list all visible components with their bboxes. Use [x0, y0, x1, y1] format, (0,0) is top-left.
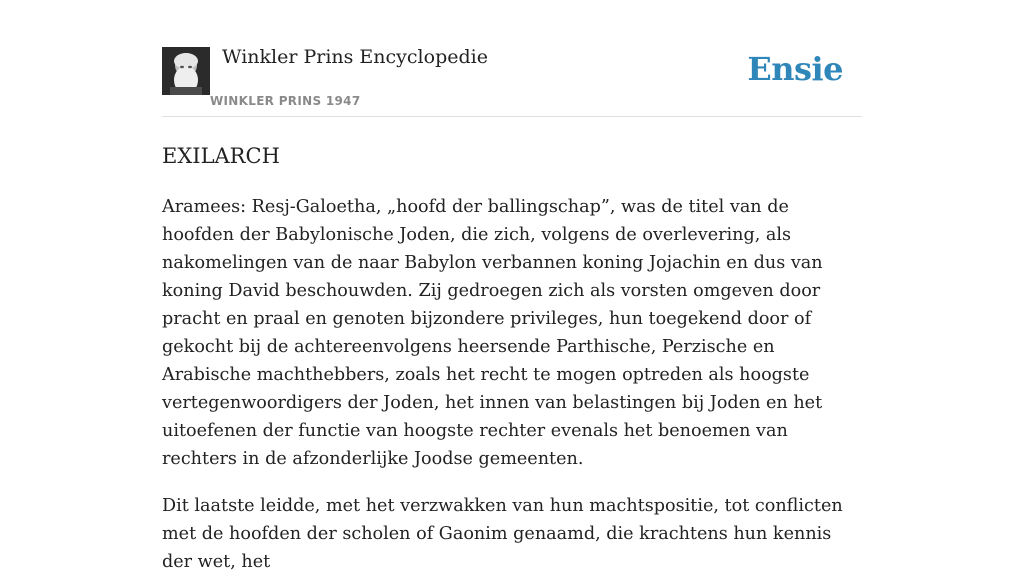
content-column — [162, 0, 862, 576]
article-paragraph: Dit laatste leidde, met het verzwakken van hun machtspositie, tot conflicten met de hoofden der scholen of Gaonim genaamd, die krachtens hun kennis der wet, het — [162, 496, 843, 572]
site-title-link[interactable]: Winkler Prins Encyclopedie — [222, 46, 488, 68]
article-title: EXILARCH — [162, 144, 280, 168]
portrait-avatar[interactable] — [162, 47, 210, 95]
portrait-icon — [162, 47, 210, 95]
edition-label: WINKLER PRINS 1947 — [210, 94, 361, 108]
ensie-logo[interactable]: Ensie — [747, 50, 843, 88]
article-paragraph: Aramees: Resj-Galoetha, „hoofd der ballingschap”, was de titel van de hoofden der Babylonische Joden, die zich, volgens de overlevering, als nakomelingen van de naar Babylon verbannen koning Jojachin en dus van koning David beschouwden. Zij gedroegen zich als vorsten omgeven door pracht en praal en genoten bijzondere privileges, hun toegekend door of gekocht bij de achtereenvolgens heersende Parthische, Perzische en Arabische machthebbers, zoals het recht te mogen optreden als hoogste vertegenwoordigers der Joden, het innen van belastingen bij Joden en het uitoefenen der functie van hoogste rechter evenals het benoemen van rechters in de afzonderlijke Joodse gemeenten. — [162, 197, 823, 469]
site-header — [162, 0, 862, 117]
